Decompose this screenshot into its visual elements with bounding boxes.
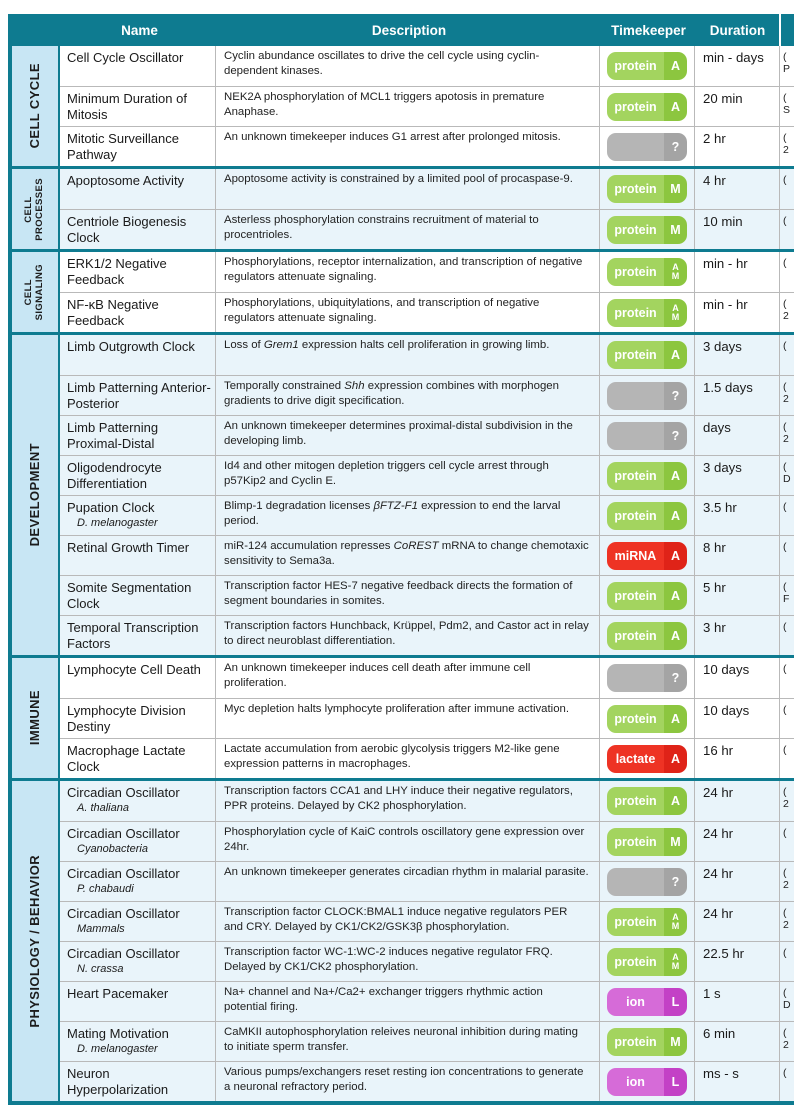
row-species: Cyanobacteria xyxy=(77,842,148,855)
timekeeper-badge-label xyxy=(607,382,664,410)
section-category-label: CELL SIGNALING xyxy=(23,263,45,321)
row-timekeeper-cell xyxy=(599,862,694,901)
timekeeper-badge-label: protein xyxy=(607,705,664,733)
row-name: Circadian Oscillator xyxy=(67,785,180,800)
row-name: Retinal Growth Timer xyxy=(67,540,190,555)
section-category-label: PHYSIOLOGY / BEHAVIOR xyxy=(26,854,42,1028)
row-name: Mitotic Surveillance Pathway xyxy=(67,131,179,162)
row-timekeeper-cell xyxy=(599,658,694,698)
timekeeper-badge-letter: ? xyxy=(664,868,687,896)
section-rows xyxy=(60,658,794,778)
row-timekeeper-cell xyxy=(599,1062,694,1101)
timekeeper-badge xyxy=(607,745,687,773)
row-duration: 1 s xyxy=(694,982,779,1021)
table-section xyxy=(12,166,794,249)
timekeeper-badge xyxy=(607,462,687,490)
row-reference-fragment: ( F xyxy=(779,576,794,615)
row-description: Loss of Grem1 expression halts cell proliferation in growing limb. xyxy=(215,335,599,375)
row-name-cell xyxy=(60,862,215,901)
timekeeper-badge-letter: A M xyxy=(664,258,687,286)
section-category-cell xyxy=(12,658,60,778)
row-name-cell xyxy=(60,781,215,821)
row-description: Phosphorylation cycle of KaiC controls oscillatory gene expression over 24hr. xyxy=(215,822,599,861)
timekeeper-badge-letter: A xyxy=(664,705,687,733)
row-name: Apoptosome Activity xyxy=(67,173,185,188)
row-timekeeper-cell xyxy=(599,536,694,575)
timekeeper-badge-label: protein xyxy=(607,582,664,610)
row-timekeeper-cell xyxy=(599,87,694,126)
row-name-cell xyxy=(60,576,215,615)
timekeeper-badge-letter: A xyxy=(664,745,687,773)
row-description: Transcription factor HES-7 negative feedback directs the formation of segment boundaries in somites. xyxy=(215,576,599,615)
row-duration: min - hr xyxy=(694,252,779,292)
timekeeper-badge-letter: A M xyxy=(664,948,687,976)
timekeeper-badge-letter: A xyxy=(664,622,687,650)
row-name-cell xyxy=(60,699,215,738)
timekeeper-badge-label: protein xyxy=(607,216,664,244)
row-duration: 10 min xyxy=(694,210,779,249)
timekeeper-badge-letter: M xyxy=(664,216,687,244)
section-rows xyxy=(60,335,794,655)
row-timekeeper-cell xyxy=(599,127,694,166)
row-name: Limb Outgrowth Clock xyxy=(67,339,195,354)
timekeeper-badge xyxy=(607,582,687,610)
row-name-cell xyxy=(60,335,215,375)
timekeeper-badge-label: protein xyxy=(607,502,664,530)
table-body xyxy=(12,46,794,1101)
row-reference-fragment: ( xyxy=(779,536,794,575)
row-name-cell xyxy=(60,536,215,575)
row-species: D. melanogaster xyxy=(77,516,158,529)
timekeeper-badge xyxy=(607,258,687,286)
timekeeper-badge-label: protein xyxy=(607,1028,664,1056)
timekeeper-badge-letter: A xyxy=(664,462,687,490)
row-name: Macrophage Lactate Clock xyxy=(67,743,186,774)
row-reference-fragment: ( D xyxy=(779,982,794,1021)
row-name-cell xyxy=(60,822,215,861)
row-timekeeper-cell xyxy=(599,416,694,455)
table-row xyxy=(60,415,794,455)
timekeeper-badge xyxy=(607,948,687,976)
row-timekeeper-cell xyxy=(599,902,694,941)
row-name-cell xyxy=(60,658,215,698)
timekeeper-badge-label: miRNA xyxy=(607,542,664,570)
row-reference-fragment: ( xyxy=(779,210,794,249)
row-description: Id4 and other mitogen depletion triggers cell cycle arrest through p57Kip2 and Cyclin E. xyxy=(215,456,599,495)
row-reference-fragment: ( 2 xyxy=(779,376,794,415)
row-name: Lymphocyte Division Destiny xyxy=(67,703,186,734)
row-name-cell xyxy=(60,127,215,166)
row-timekeeper-cell xyxy=(599,335,694,375)
timekeeper-badge-label: ion xyxy=(607,988,664,1016)
timekeeper-badge-letter: ? xyxy=(664,422,687,450)
timekeeper-badge xyxy=(607,664,687,692)
section-rows xyxy=(60,169,794,249)
row-reference-fragment: ( xyxy=(779,658,794,698)
section-rows xyxy=(60,781,794,1101)
table-section xyxy=(12,249,794,332)
row-name: Mating Motivation xyxy=(67,1026,169,1041)
timekeeper-badge xyxy=(607,341,687,369)
table-row xyxy=(60,981,794,1021)
row-duration: 1.5 days xyxy=(694,376,779,415)
table-row xyxy=(60,1021,794,1061)
header-duration: Duration xyxy=(696,14,781,46)
row-name: Pupation Clock xyxy=(67,500,155,515)
table-row xyxy=(60,126,794,166)
row-timekeeper-cell xyxy=(599,169,694,209)
timekeeper-badge-label: protein xyxy=(607,948,664,976)
row-duration: 8 hr xyxy=(694,536,779,575)
row-species: Mammals xyxy=(77,922,125,935)
row-timekeeper-cell xyxy=(599,210,694,249)
row-duration: min - days xyxy=(694,46,779,86)
row-description: Apoptosome activity is constrained by a limited pool of procaspase-9. xyxy=(215,169,599,209)
row-name-cell xyxy=(60,1062,215,1101)
row-name-cell xyxy=(60,616,215,655)
row-timekeeper-cell xyxy=(599,496,694,535)
row-duration: 24 hr xyxy=(694,781,779,821)
table-row xyxy=(60,375,794,415)
timekeeper-badge-label xyxy=(607,422,664,450)
row-name: Circadian Oscillator xyxy=(67,946,180,961)
timekeeper-badge-letter: M xyxy=(664,1028,687,1056)
timekeeper-badge-letter: A xyxy=(664,787,687,815)
row-timekeeper-cell xyxy=(599,1022,694,1061)
table-row xyxy=(60,46,794,86)
row-description: Na+ channel and Na+/Ca2+ exchanger triggers rhythmic action potential firing. xyxy=(215,982,599,1021)
table-section xyxy=(12,778,794,1101)
row-name: ERK1/2 Negative Feedback xyxy=(67,256,167,287)
row-duration: 3 days xyxy=(694,335,779,375)
row-duration: 24 hr xyxy=(694,862,779,901)
row-reference-fragment: ( xyxy=(779,335,794,375)
timekeeper-badge-label: lactate xyxy=(607,745,664,773)
row-name: Neuron Hyperpolarization xyxy=(67,1066,169,1097)
row-timekeeper-cell xyxy=(599,739,694,778)
row-duration: 16 hr xyxy=(694,739,779,778)
table-row xyxy=(60,658,794,698)
row-reference-fragment: ( xyxy=(779,616,794,655)
row-description: Myc depletion halts lymphocyte proliferation after immune activation. xyxy=(215,699,599,738)
timekeeper-badge xyxy=(607,422,687,450)
section-category-label: DEVELOPMENT xyxy=(26,443,42,547)
row-reference-fragment: ( 2 xyxy=(779,1022,794,1061)
timekeeper-badge-label xyxy=(607,664,664,692)
row-species: D. melanogaster xyxy=(77,1042,158,1055)
row-timekeeper-cell xyxy=(599,456,694,495)
header-name: Name xyxy=(121,22,158,38)
timekeeper-badge-letter: A xyxy=(664,93,687,121)
row-duration: ms - s xyxy=(694,1062,779,1101)
row-name-cell xyxy=(60,982,215,1021)
timekeeper-badge xyxy=(607,133,687,161)
row-duration: 4 hr xyxy=(694,169,779,209)
row-name-cell xyxy=(60,293,215,332)
row-description: Cyclin abundance oscillates to drive the cell cycle using cyclin-dependent kinases. xyxy=(215,46,599,86)
row-timekeeper-cell xyxy=(599,699,694,738)
row-reference-fragment: ( 2 xyxy=(779,862,794,901)
timekeeper-badge-letter: A xyxy=(664,542,687,570)
header-description: Description xyxy=(371,22,447,38)
table-row xyxy=(60,209,794,249)
timekeeper-badge-letter: A M xyxy=(664,299,687,327)
timekeeper-badge-label: protein xyxy=(607,175,664,203)
row-reference-fragment: ( P xyxy=(779,46,794,86)
timekeeper-badge-letter: A xyxy=(664,582,687,610)
row-name: Circadian Oscillator xyxy=(67,906,180,921)
timekeeper-badge-label: protein xyxy=(607,341,664,369)
timekeeper-badge-label: protein xyxy=(607,622,664,650)
timekeeper-badge xyxy=(607,868,687,896)
row-description: An unknown timekeeper generates circadian rhythm in malarial parasite. xyxy=(215,862,599,901)
section-category-cell xyxy=(12,169,60,249)
table-row xyxy=(60,861,794,901)
row-name-cell xyxy=(60,376,215,415)
table-row xyxy=(60,1061,794,1101)
row-description: Transcription factor CLOCK:BMAL1 induce negative regulators PER and CRY. Delayed by CK1/CK2/GSK3β phosphorylation. xyxy=(215,902,599,941)
timekeeper-badge xyxy=(607,175,687,203)
row-name-cell xyxy=(60,252,215,292)
row-description: Transcription factor WC-1:WC-2 induces negative regulator FRQ. Delayed by CK1/CK2 phosphorylation. xyxy=(215,942,599,981)
row-timekeeper-cell xyxy=(599,576,694,615)
row-duration: 22.5 hr xyxy=(694,942,779,981)
row-description: Asterless phosphorylation constrains recruitment of material to procentrioles. xyxy=(215,210,599,249)
row-description: An unknown timekeeper induces G1 arrest after prolonged mitosis. xyxy=(215,127,599,166)
table-row xyxy=(60,738,794,778)
row-timekeeper-cell xyxy=(599,781,694,821)
row-description: Phosphorylations, ubiquitylations, and transcription of negative regulators attenuate signaling. xyxy=(215,293,599,332)
row-name: Circadian Oscillator xyxy=(67,866,180,881)
row-name-cell xyxy=(60,902,215,941)
row-reference-fragment: ( xyxy=(779,739,794,778)
row-duration: 3 hr xyxy=(694,616,779,655)
row-name-cell xyxy=(60,496,215,535)
row-description: NEK2A phosphorylation of MCL1 triggers apotosis in premature Anaphase. xyxy=(215,87,599,126)
row-duration: 5 hr xyxy=(694,576,779,615)
timekeeper-badge-letter: A M xyxy=(664,908,687,936)
timekeeper-badge xyxy=(607,988,687,1016)
table-row xyxy=(60,698,794,738)
row-name: Oligodendrocyte Differentiation xyxy=(67,460,162,491)
row-species: P. chabaudi xyxy=(77,882,134,895)
section-category-label: IMMUNE xyxy=(26,690,42,746)
row-reference-fragment: ( xyxy=(779,169,794,209)
table-row xyxy=(60,455,794,495)
table-section xyxy=(12,46,794,166)
section-category-cell xyxy=(12,252,60,332)
timekeeper-badge xyxy=(607,1028,687,1056)
row-duration: 3 days xyxy=(694,456,779,495)
row-name-cell xyxy=(60,416,215,455)
timekeeper-badge-letter: ? xyxy=(664,382,687,410)
table-section xyxy=(12,655,794,778)
row-name-cell xyxy=(60,210,215,249)
timekeeper-badge xyxy=(607,1068,687,1096)
table-row xyxy=(60,169,794,209)
row-description: An unknown timekeeper induces cell death after immune cell proliferation. xyxy=(215,658,599,698)
timekeeper-badge xyxy=(607,828,687,856)
row-name: Limb Patterning Proximal-Distal xyxy=(67,420,159,451)
row-duration: 3.5 hr xyxy=(694,496,779,535)
row-reference-fragment: ( 2 xyxy=(779,416,794,455)
row-timekeeper-cell xyxy=(599,942,694,981)
header-timekeeper: Timekeeper xyxy=(611,22,686,38)
table-row xyxy=(60,292,794,332)
row-reference-fragment: ( D xyxy=(779,456,794,495)
timekeeper-badge xyxy=(607,52,687,80)
timekeeper-badge-letter: M xyxy=(664,828,687,856)
row-duration: 6 min xyxy=(694,1022,779,1061)
row-name: Circadian Oscillator xyxy=(67,826,180,841)
row-description: Lactate accumulation from aerobic glycolysis triggers M2-like gene expression patterns in macrophages. xyxy=(215,739,599,778)
row-name-cell xyxy=(60,942,215,981)
row-name: Temporal Transcription Factors xyxy=(67,620,199,651)
row-timekeeper-cell xyxy=(599,376,694,415)
row-reference-fragment: ( xyxy=(779,252,794,292)
timekeeper-badge xyxy=(607,908,687,936)
timekeeper-badge-label: protein xyxy=(607,52,664,80)
row-species: A. thaliana xyxy=(77,801,129,814)
row-reference-fragment: ( xyxy=(779,942,794,981)
row-name-cell xyxy=(60,46,215,86)
row-duration: 2 hr xyxy=(694,127,779,166)
section-category-cell xyxy=(12,46,60,166)
timekeeper-badge xyxy=(607,93,687,121)
timekeeper-badge xyxy=(607,542,687,570)
row-name: Lymphocyte Cell Death xyxy=(67,662,201,677)
row-name: Somite Segmentation Clock xyxy=(67,580,192,611)
row-name: Cell Cycle Oscillator xyxy=(67,50,184,65)
row-duration: days xyxy=(694,416,779,455)
timekeeper-badge xyxy=(607,705,687,733)
row-reference-fragment: ( 2 xyxy=(779,902,794,941)
row-description: An unknown timekeeper determines proximal-distal subdivision in the developing limb. xyxy=(215,416,599,455)
row-reference-fragment: ( xyxy=(779,496,794,535)
row-duration: 24 hr xyxy=(694,902,779,941)
timekeeper-badge xyxy=(607,382,687,410)
timekeeper-badge-label: protein xyxy=(607,787,664,815)
table-row xyxy=(60,535,794,575)
timekeeper-badge-label: protein xyxy=(607,93,664,121)
timekeeper-badge-letter: A xyxy=(664,502,687,530)
timekeeper-badge-label xyxy=(607,868,664,896)
row-name: Minimum Duration of Mitosis xyxy=(67,91,187,122)
row-name-cell xyxy=(60,169,215,209)
table-row xyxy=(60,615,794,655)
section-category-label: CELL PROCESSES xyxy=(23,177,45,241)
table-row xyxy=(60,821,794,861)
timekeeper-badge-label: protein xyxy=(607,258,664,286)
table-header-row xyxy=(12,14,794,46)
row-description: Temporally constrained Shh expression combines with morphogen gradients to drive digit specification. xyxy=(215,376,599,415)
row-reference-fragment: ( xyxy=(779,1062,794,1101)
row-name-cell xyxy=(60,1022,215,1061)
row-species: N. crassa xyxy=(77,962,124,975)
row-description: Transcription factors CCA1 and LHY induce their negative regulators, PPR proteins. Delayed by CK2 phosphorylation. xyxy=(215,781,599,821)
timekeeper-badge-label xyxy=(607,133,664,161)
row-name-cell xyxy=(60,739,215,778)
timekeeper-badge-label: protein xyxy=(607,828,664,856)
timekeeper-badge-label: protein xyxy=(607,908,664,936)
timekeeper-badge xyxy=(607,299,687,327)
timekeeper-badge xyxy=(607,622,687,650)
row-name-cell xyxy=(60,87,215,126)
table-row xyxy=(60,781,794,821)
table-row xyxy=(60,86,794,126)
row-description: miR-124 accumulation represses CoREST mRNA to change chemotaxic sensitivity to Sema3a. xyxy=(215,536,599,575)
table-row xyxy=(60,941,794,981)
row-description: CaMKII autophosphorylation releives neuronal inhibition during mating to initiate sperm transfer. xyxy=(215,1022,599,1061)
row-reference-fragment: ( 2 xyxy=(779,127,794,166)
row-timekeeper-cell xyxy=(599,822,694,861)
row-reference-fragment: ( S xyxy=(779,87,794,126)
row-duration: 10 days xyxy=(694,699,779,738)
section-rows xyxy=(60,46,794,166)
row-name: NF-κB Negative Feedback xyxy=(67,297,159,328)
row-timekeeper-cell xyxy=(599,616,694,655)
row-duration: min - hr xyxy=(694,293,779,332)
row-duration: 10 days xyxy=(694,658,779,698)
row-reference-fragment: ( 2 xyxy=(779,781,794,821)
table-row xyxy=(60,901,794,941)
table-row xyxy=(60,575,794,615)
table-section xyxy=(12,332,794,655)
timekeeper-badge-letter: A xyxy=(664,341,687,369)
row-name: Centriole Biogenesis Clock xyxy=(67,214,187,245)
row-timekeeper-cell xyxy=(599,982,694,1021)
timers-table xyxy=(8,14,794,1105)
row-duration: 24 hr xyxy=(694,822,779,861)
timekeeper-badge-letter: ? xyxy=(664,664,687,692)
row-name: Heart Pacemaker xyxy=(67,986,169,1001)
section-category-cell xyxy=(12,335,60,655)
row-description: Phosphorylations, receptor internalization, and transcription of negative regulators attenuate signaling. xyxy=(215,252,599,292)
timekeeper-badge xyxy=(607,787,687,815)
timekeeper-badge-letter: M xyxy=(664,175,687,203)
timekeeper-badge-letter: ? xyxy=(664,133,687,161)
table-row xyxy=(60,495,794,535)
row-reference-fragment: ( xyxy=(779,699,794,738)
row-reference-fragment: ( 2 xyxy=(779,293,794,332)
timekeeper-badge-letter: L xyxy=(664,1068,687,1096)
row-timekeeper-cell xyxy=(599,46,694,86)
row-name-cell xyxy=(60,456,215,495)
row-name: Limb Patterning Anterior-Posterior xyxy=(67,380,211,411)
timekeeper-badge-letter: A xyxy=(664,52,687,80)
row-timekeeper-cell xyxy=(599,252,694,292)
section-rows xyxy=(60,252,794,332)
timekeeper-badge-label: protein xyxy=(607,299,664,327)
table-row xyxy=(60,335,794,375)
section-category-label: CELL CYCLE xyxy=(26,63,42,149)
timekeeper-badge-label: ion xyxy=(607,1068,664,1096)
row-description: Blimp-1 degradation licenses βFTZ-F1 expression to end the larval period. xyxy=(215,496,599,535)
table-row xyxy=(60,252,794,292)
timekeeper-badge xyxy=(607,216,687,244)
timekeeper-badge-letter: L xyxy=(664,988,687,1016)
row-reference-fragment: ( xyxy=(779,822,794,861)
row-description: Transcription factors Hunchback, Krüppel, Pdm2, and Castor act in relay to direct neuroblast differentiation. xyxy=(215,616,599,655)
section-category-cell xyxy=(12,781,60,1101)
row-timekeeper-cell xyxy=(599,293,694,332)
row-description: Various pumps/exchangers reset resting ion concentrations to generate a neuronal refractory period. xyxy=(215,1062,599,1101)
timekeeper-badge xyxy=(607,502,687,530)
timekeeper-badge-label: protein xyxy=(607,462,664,490)
row-duration: 20 min xyxy=(694,87,779,126)
